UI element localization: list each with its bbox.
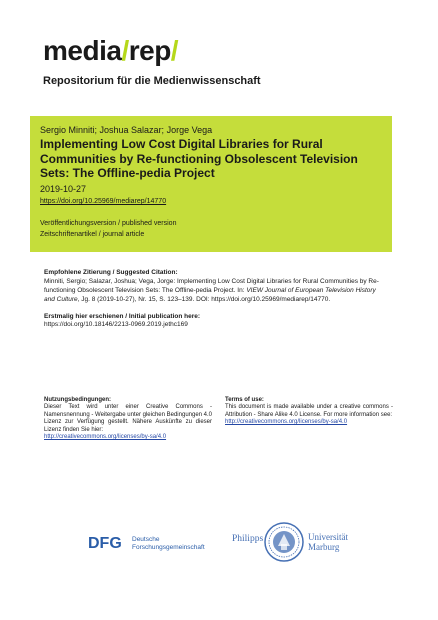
document-type: Zeitschriftenartikel / journal article (40, 231, 145, 238)
terms-en-license-link[interactable]: http://creativecommons.org/licenses/by-sa/4.0 (225, 419, 348, 425)
marburg-city: Marburg (308, 542, 340, 552)
citation-journal: VIEW Journal of European Television History and Culture (44, 287, 376, 303)
dfg-name (132, 536, 205, 552)
marburg-universitaet: Universität (308, 532, 348, 542)
logo-slash-2: / (170, 35, 179, 66)
dfg-line2: Forschungsgemeinschaft (132, 544, 205, 551)
terms-de-block (44, 404, 212, 442)
citation-heading: Empfohlene Zitierung / Suggested Citation: (44, 269, 178, 276)
publication-date: 2019-10-27 (40, 184, 87, 194)
authors: Sergio Minniti; Joshua Salazar; Jorge Vega (40, 125, 213, 135)
first-publication-heading: Erstmalig hier erschienen / Initial publication here: (44, 313, 201, 320)
terms-en-text: This document is made available under a creative commons - Attribution - Share Alike 4.0 License. For more information see: (225, 404, 393, 418)
citation-text-after: , Jg. 8 (2019-10-27), Nr. 15, S. 123–139. DOI: https://doi.org/10.25969/mediarep/14770. (77, 296, 331, 303)
citation-text-before: Minniti, Sergio; Salazar, Joshua; Vega, Jorge: Implementing Low Cost Digital Libraries for Rural Communities by Re-functioning Obsolescent Television Sets: The Offline-pedia Project. In: (44, 278, 379, 294)
repository-subtitle: Repositorium für die Medienwissenschaft (43, 75, 261, 87)
marburg-name (308, 532, 348, 552)
dfg-abbr: DFG (88, 535, 122, 550)
marburg-philipps: Philipps (232, 534, 264, 544)
first-publication-doi: https://doi.org/10.18146/2213-0969.2019.jethc169 (44, 321, 188, 328)
citation-text (44, 277, 384, 304)
terms-de-heading: Nutzungsbedingungen: (44, 397, 111, 403)
version-label: Veröffentlichungsversion / published version (40, 220, 177, 227)
terms-en-block (225, 404, 393, 427)
doi-link[interactable]: https://doi.org/10.25969/mediarep/14770 (40, 198, 167, 205)
university-seal-icon (264, 520, 304, 564)
logo-media: media (43, 35, 122, 66)
mediarep-logo (43, 34, 178, 68)
terms-de-text: Dieser Text wird unter einer Creative Commons - Namensnennung - Weitergabe unter gleichen Bedingungen 4.0 Lizenz zur Verfügung gestellt. Nähere Auskünfte zu dieser Lizenz finden Sie hier: (44, 404, 213, 433)
dfg-line1: Deutsche (132, 536, 160, 543)
document-title: Implementing Low Cost Digital Libraries for Rural Communities by Re-functioning Obsolescent Television Sets: The Offline-pedia Project (40, 137, 358, 180)
logo-slash: / (121, 35, 129, 66)
dfg-logo (88, 534, 130, 550)
record-panel (30, 116, 392, 252)
terms-de-license-link[interactable]: http://creativecommons.org/licenses/by-sa/4.0 (44, 434, 167, 440)
logo-rep: rep (128, 35, 171, 66)
terms-en-heading: Terms of use: (225, 397, 264, 403)
